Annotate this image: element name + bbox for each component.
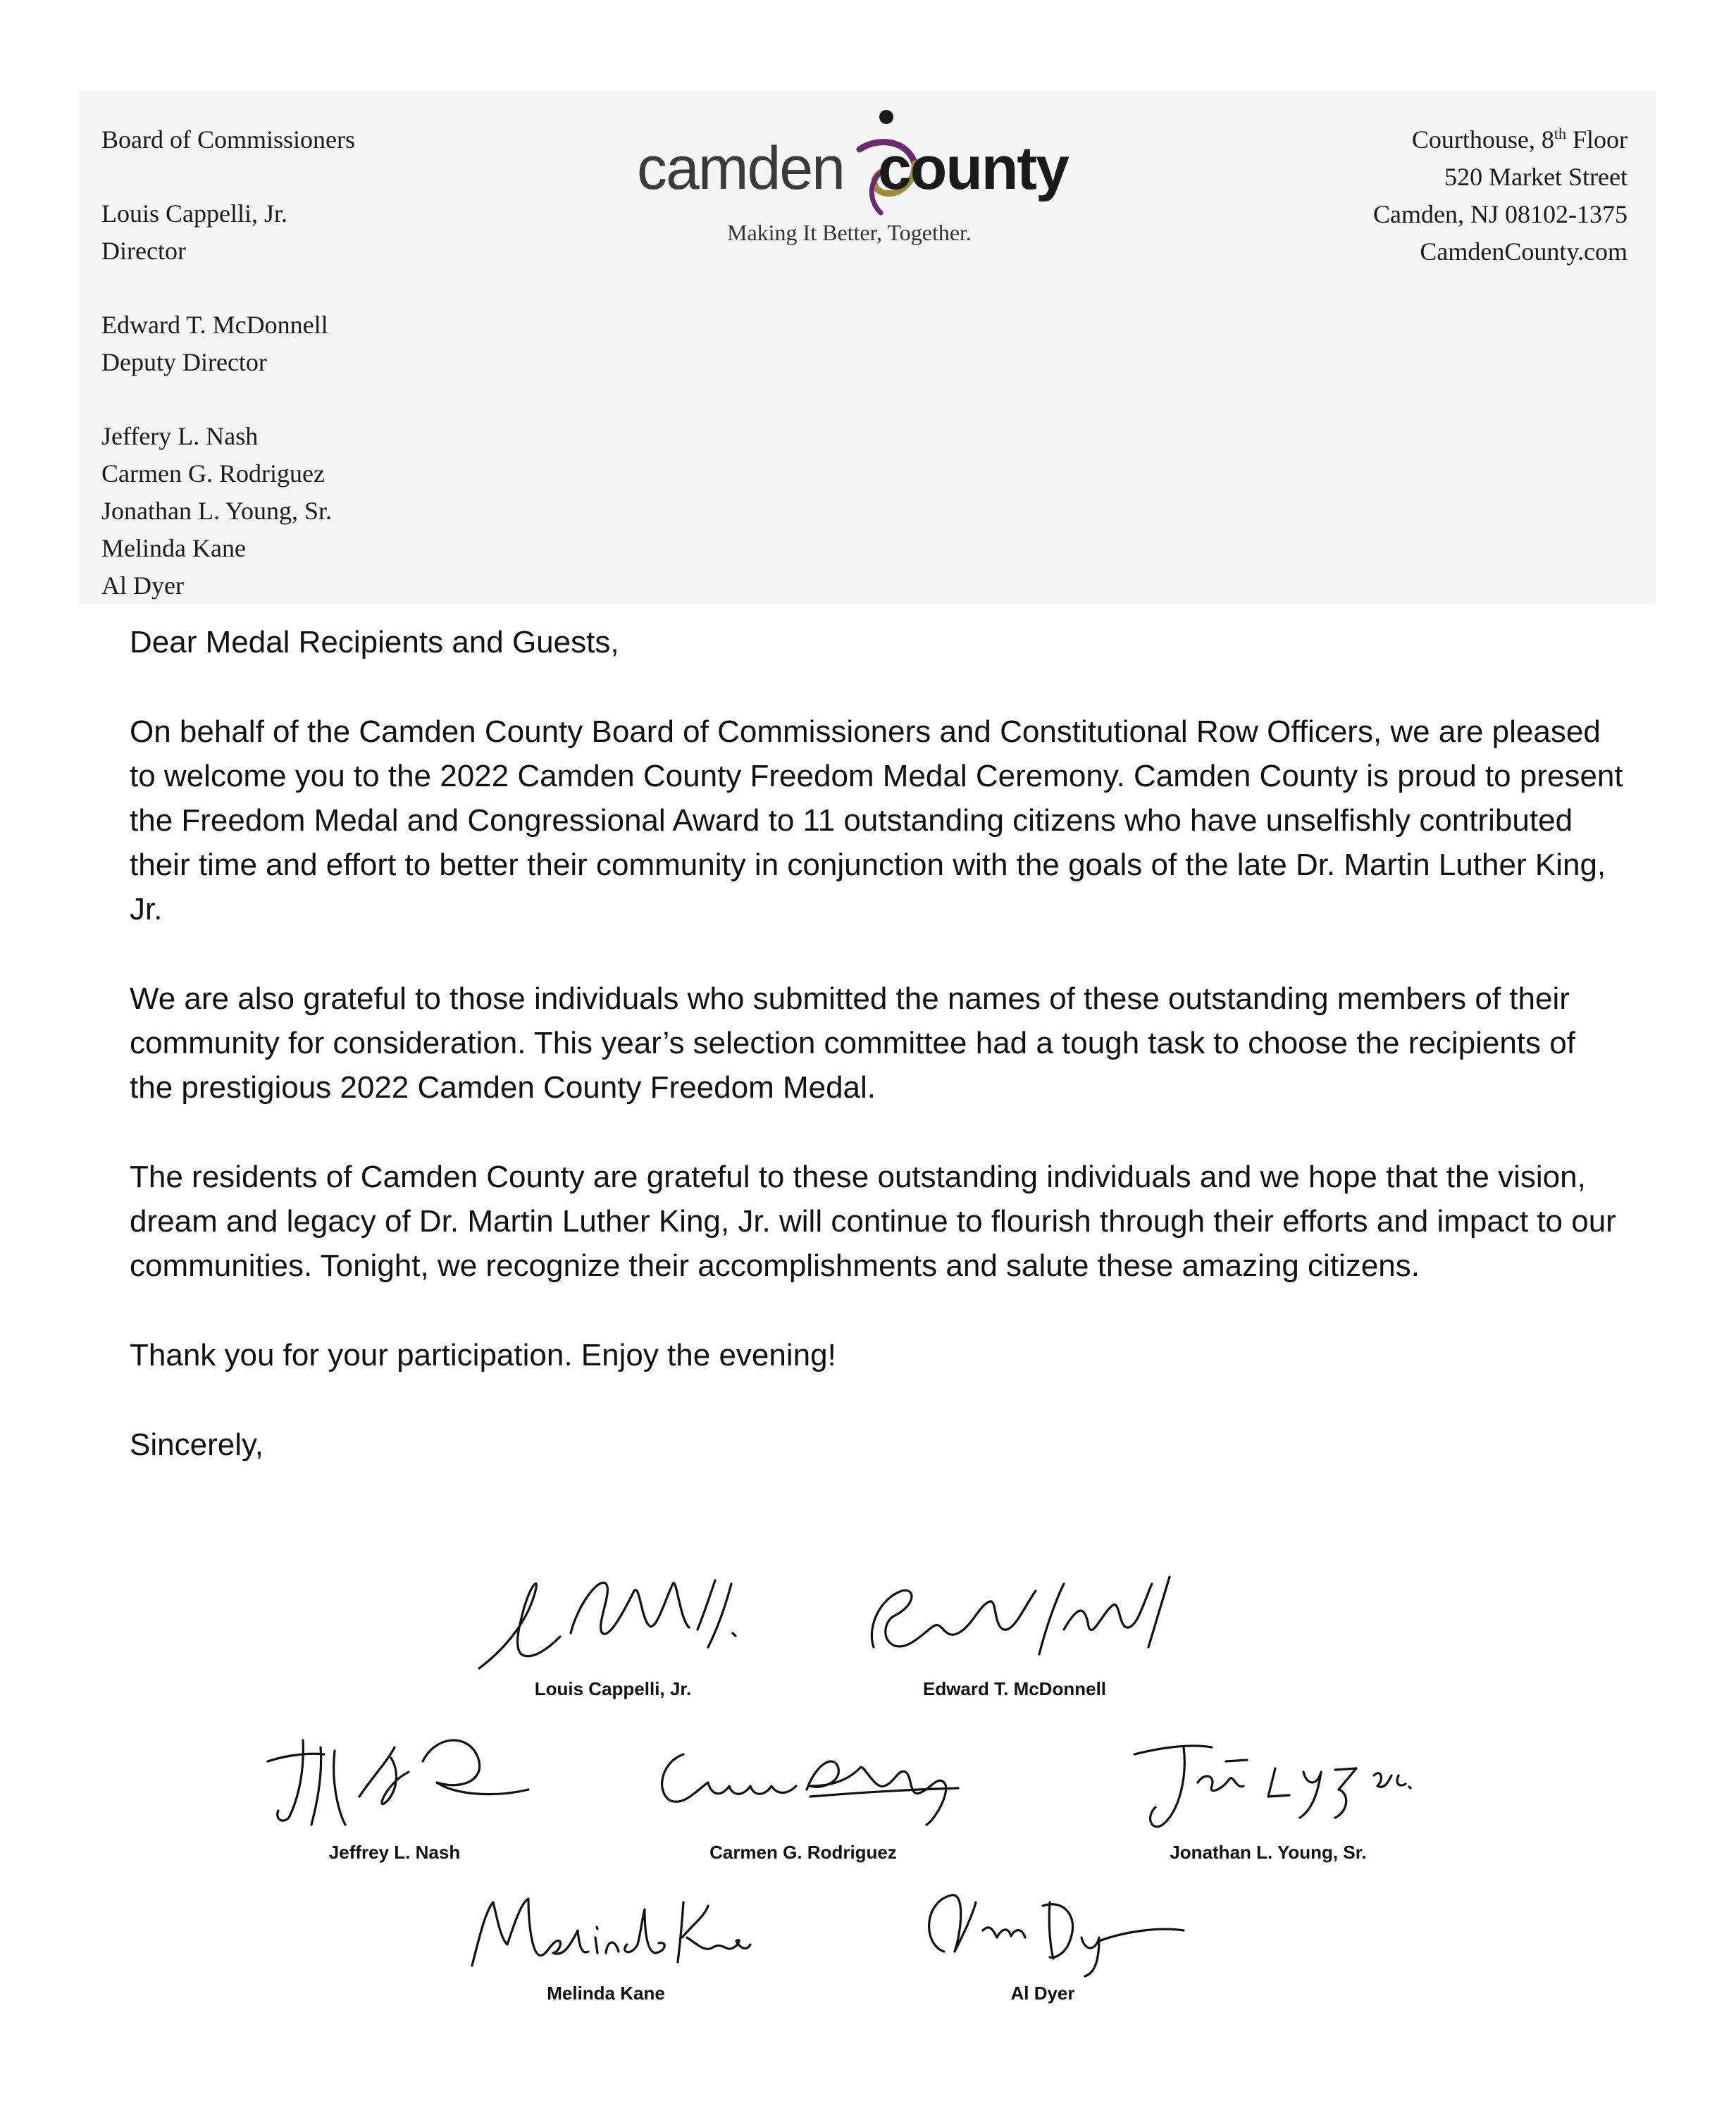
signature-block bbox=[634, 1719, 972, 1864]
signature-block bbox=[451, 1563, 775, 1700]
signature-block bbox=[1099, 1719, 1437, 1864]
signature-kane bbox=[458, 1874, 754, 1980]
letter-paragraph: Thank you for your participation. Enjoy the evening! bbox=[130, 1338, 836, 1372]
return-address bbox=[1205, 121, 1628, 271]
signature-dyer bbox=[895, 1874, 1191, 1980]
signature-mcdonnell bbox=[852, 1563, 1177, 1675]
signature-rodriguez bbox=[641, 1719, 965, 1839]
signatory-name: Carmen G. Rodriguez bbox=[709, 1842, 897, 1863]
logo-wordmark bbox=[637, 130, 1068, 207]
signatory-name: Louis Cappelli, Jr. bbox=[534, 1678, 692, 1699]
commissioner-name: Jeffery L. Nash bbox=[101, 422, 259, 450]
address-website: CamdenCounty.com bbox=[1420, 237, 1628, 266]
signatory-name: Melinda Kane bbox=[547, 1983, 665, 2004]
letter-body bbox=[130, 620, 1623, 1512]
commissioner-name: Al Dyer bbox=[101, 571, 184, 600]
signatory-name: Jeffrey L. Nash bbox=[328, 1842, 461, 1863]
deputy-director-title: Deputy Director bbox=[101, 348, 267, 376]
director-name: Louis Cappelli, Jr. bbox=[101, 199, 287, 228]
address-building: Courthouse, 8th Floor bbox=[1411, 125, 1628, 154]
signature-block bbox=[451, 1874, 761, 2004]
logo-word-camden: camden bbox=[637, 135, 844, 202]
deputy-director-name: Edward T. McDonnell bbox=[101, 311, 328, 339]
signature-cappelli bbox=[465, 1563, 761, 1675]
board-of-commissioners-list bbox=[101, 121, 496, 604]
board-title: Board of Commissioners bbox=[101, 125, 355, 154]
letter-paragraph: We are also grateful to those individuals who submitted the names of these outstanding members of their community for consideration. This year’s selection committee had a tough task to choose the recipients of the prestigious 2022 Camden County Freedom Medal. bbox=[130, 981, 1575, 1105]
signature-young bbox=[1106, 1719, 1430, 1839]
letter-paragraph: On behalf of the Camden County Board of Commissioners and Constitutional Row Officers, we are pleased to welcome you to the 2022 Camden County Freedom Medal Ceremony. Camden County is proud to present the Freedom Medal and Congressional Award to 11 outstanding citizens who have unselfishly contributed their time and effort to better their community in conjunction with the goals of the late Dr. Martin Luther King, Jr. bbox=[130, 714, 1623, 926]
director-title: Director bbox=[101, 237, 186, 265]
commissioner-name: Melinda Kane bbox=[101, 534, 246, 562]
address-street: 520 Market Street bbox=[1444, 163, 1628, 191]
letter-paragraph: The residents of Camden County are grateful to these outstanding individuals and we hope that the vision, dream and legacy of Dr. Martin Luther King, Jr. will continue to flourish through their efforts and impact to our communities. Tonight, we recognize their accomplishments and salute these amazing citizens. bbox=[130, 1160, 1616, 1283]
signature-block bbox=[888, 1874, 1198, 2004]
logo-word-county: county bbox=[877, 135, 1068, 202]
signatory-name: Al Dyer bbox=[1010, 1983, 1075, 2004]
signature-block bbox=[831, 1563, 1198, 1700]
signature-block bbox=[240, 1719, 550, 1864]
signature-nash bbox=[247, 1719, 542, 1839]
logo-tagline: Making It Better, Together. bbox=[727, 220, 972, 245]
salutation: Dear Medal Recipients and Guests, bbox=[130, 625, 619, 659]
commissioner-name: Carmen G. Rodriguez bbox=[101, 459, 325, 488]
signatory-name: Jonathan L. Young, Sr. bbox=[1170, 1842, 1367, 1863]
signatory-name: Edward T. McDonnell bbox=[922, 1678, 1107, 1699]
commissioner-name: Jonathan L. Young, Sr. bbox=[101, 497, 333, 525]
closing: Sincerely, bbox=[130, 1427, 264, 1462]
address-city: Camden, NJ 08102-1375 bbox=[1373, 200, 1628, 228]
